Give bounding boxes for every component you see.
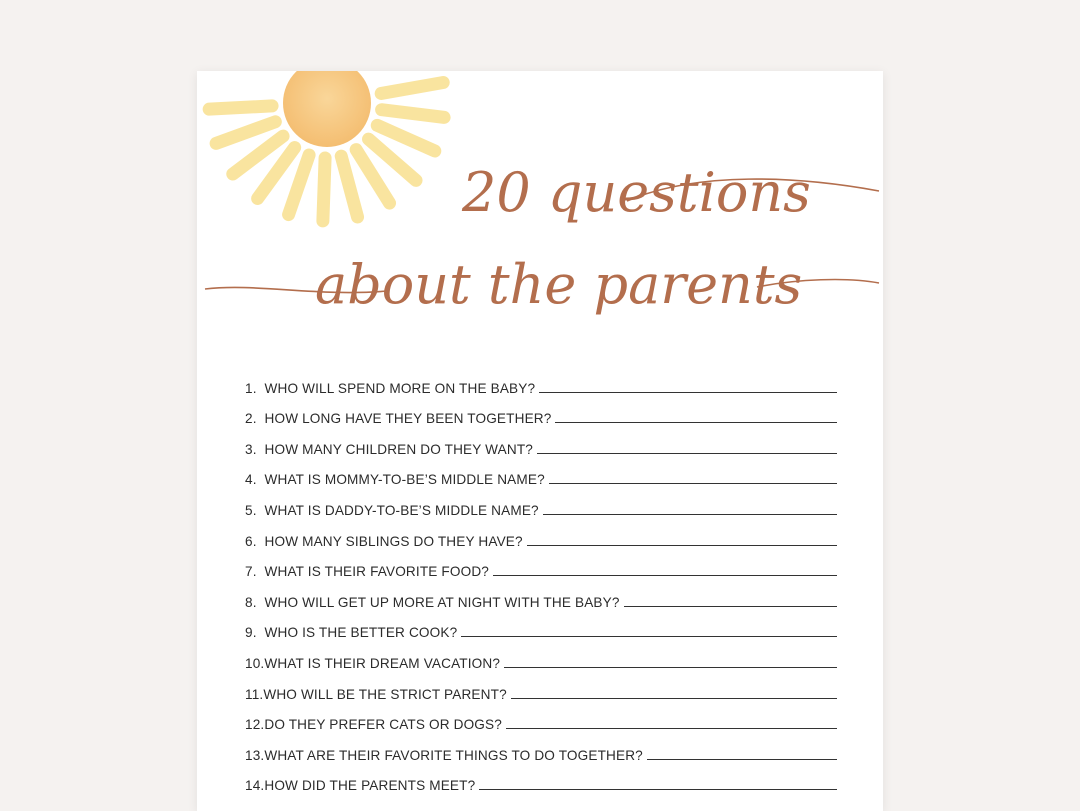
answer-line[interactable] (511, 698, 837, 699)
answer-line[interactable] (479, 789, 837, 790)
question-item (245, 671, 837, 702)
question-text: HOW MANY CHILDREN DO THEY WANT? (264, 441, 533, 457)
question-text: WHAT IS DADDY-TO-BE’S MIDDLE NAME? (264, 502, 539, 518)
question-number: 6. (245, 533, 265, 549)
title-line-2: about the parents (315, 253, 803, 316)
printable-sheet (197, 71, 883, 811)
question-number: 9. (245, 625, 265, 641)
question-item (245, 610, 837, 641)
question-number: 2. (245, 411, 265, 427)
question-text: WHO WILL GET UP MORE AT NIGHT WITH THE BABY? (264, 594, 620, 610)
answer-line[interactable] (537, 453, 837, 454)
question-item (245, 365, 837, 396)
question-item (245, 396, 837, 427)
question-item (245, 549, 837, 580)
question-text: WHO IS THE BETTER COOK? (264, 625, 458, 641)
question-number: 1. (245, 380, 265, 396)
question-text: WHAT IS MOMMY-TO-BE’S MIDDLE NAME? (264, 472, 545, 488)
question-number: 3. (245, 441, 265, 457)
question-item (245, 518, 837, 549)
question-number: 7. (245, 564, 265, 580)
answer-line[interactable] (493, 575, 837, 576)
answer-line[interactable] (504, 667, 837, 668)
question-text: WHAT IS THEIR FAVORITE FOOD? (264, 564, 489, 580)
question-item (245, 763, 837, 794)
answer-line[interactable] (549, 483, 837, 484)
answer-line[interactable] (543, 514, 837, 515)
answer-line[interactable] (539, 392, 837, 393)
question-number: 12. (245, 717, 265, 733)
question-item (245, 426, 837, 457)
question-number: 4. (245, 472, 265, 488)
answer-line[interactable] (624, 606, 837, 607)
question-list (245, 365, 837, 793)
question-item (245, 732, 837, 763)
question-text: HOW DID THE PARENTS MEET? (264, 778, 476, 794)
answer-line[interactable] (527, 545, 837, 546)
question-text: WHAT ARE THEIR FAVORITE THINGS TO DO TOGETHER? (264, 747, 643, 763)
question-text: WHO WILL BE THE STRICT PARENT? (263, 686, 507, 702)
question-number: 8. (245, 594, 265, 610)
question-item (245, 702, 837, 733)
question-number: 13. (245, 747, 265, 763)
question-item (245, 640, 837, 671)
question-text: DO THEY PREFER CATS OR DOGS? (264, 717, 502, 733)
answer-line[interactable] (555, 422, 837, 423)
answer-line[interactable] (461, 636, 837, 637)
answer-line[interactable] (647, 759, 837, 760)
title-line-1: 20 questions (462, 161, 811, 224)
title-block (197, 71, 883, 351)
question-number: 10. (245, 655, 265, 671)
question-text: HOW MANY SIBLINGS DO THEY HAVE? (264, 533, 523, 549)
question-item (245, 487, 837, 518)
question-text: WHO WILL SPEND MORE ON THE BABY? (264, 380, 536, 396)
answer-line[interactable] (506, 728, 837, 729)
question-number: 14. (245, 778, 265, 794)
question-text: WHAT IS THEIR DREAM VACATION? (264, 655, 501, 671)
question-number: 5. (245, 502, 265, 518)
question-item (245, 579, 837, 610)
question-text: HOW LONG HAVE THEY BEEN TOGETHER? (264, 411, 552, 427)
question-item (245, 457, 837, 488)
question-number: 11. (245, 686, 264, 702)
